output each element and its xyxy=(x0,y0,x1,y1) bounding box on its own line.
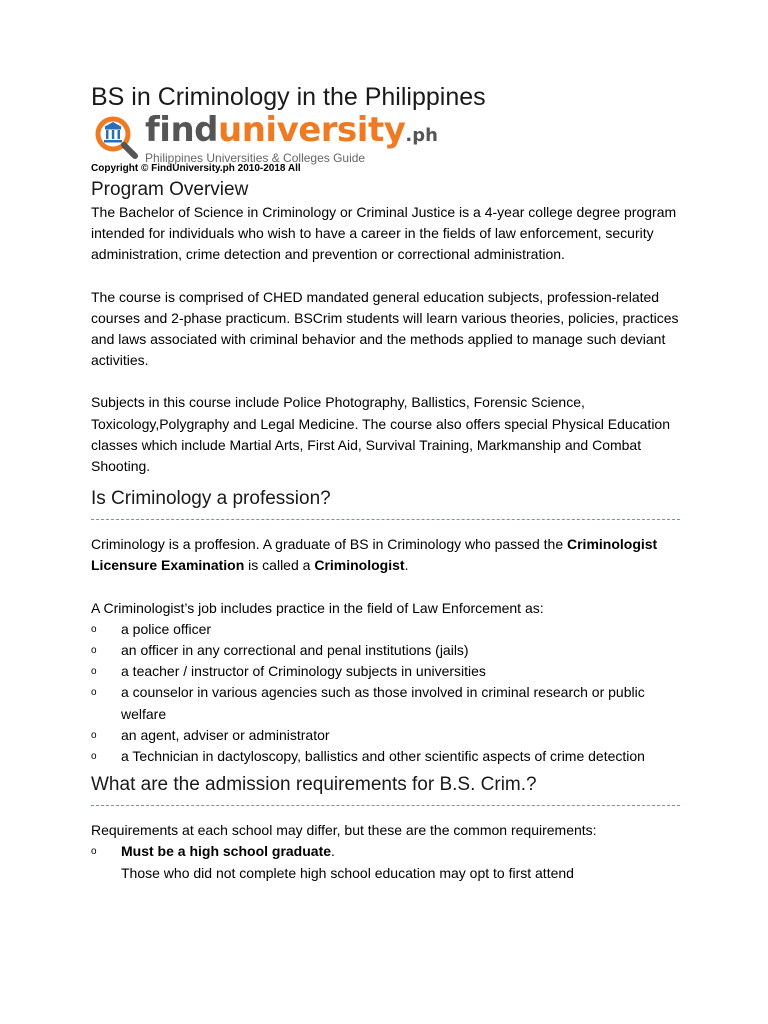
paragraph-gap xyxy=(91,577,680,598)
bullet-icon: o xyxy=(91,645,97,657)
requirement-continuation: Those who did not complete high school education may opt to first attend xyxy=(121,864,574,881)
list-item xyxy=(91,640,680,661)
requirement-bold: Must be a high school graduate xyxy=(121,843,332,860)
bullet-icon: o xyxy=(91,623,97,635)
admission-intro: Requirements at each school may differ, but these are the common requirements: xyxy=(91,822,597,839)
list-item xyxy=(91,682,680,724)
criminologist-bold: Criminologist xyxy=(314,557,405,574)
profession-text-2: is called a xyxy=(244,557,315,574)
admission-heading: What are the admission requirements for B.S. Crim.? xyxy=(91,774,537,796)
logo-word-university: university xyxy=(218,110,406,150)
paragraph-gap xyxy=(91,266,680,287)
page-title: BS in Criminology in the Philippines xyxy=(91,83,486,111)
logo-word-find: find xyxy=(145,110,218,150)
profession-text-1: Criminology is a proffesion. A graduate of BS in Criminology who passed the xyxy=(91,536,567,553)
bullet-icon: o xyxy=(91,729,97,741)
overview-paragraph-2: The course is comprised of CHED mandated general education subjects, profession-related courses and 2-phase practicum. BSCrim students will learn various theories, policies, practices and laws associated with criminal behavior and the methods applied to manage such deviant activities. xyxy=(91,288,679,369)
list-item-text: a teacher / instructor of Criminology subjects in universities xyxy=(121,663,486,680)
program-overview-heading: Program Overview xyxy=(91,179,249,200)
copyright-line: Copyright © FindUniversity.ph 2010-2018 All xyxy=(91,163,301,174)
list-item xyxy=(91,661,680,682)
bullet-icon: o xyxy=(91,751,97,763)
list-item-text: a police officer xyxy=(121,620,212,637)
job-intro: A Criminologist’s job includes practice in the field of Law Enforcement as: xyxy=(91,599,544,616)
profession-text-3: . xyxy=(404,557,409,574)
list-item xyxy=(91,841,680,883)
list-item xyxy=(91,746,680,767)
logo-tagline: Philippines Universities & Colleges Guide xyxy=(145,151,366,165)
list-item-text: an officer in any correctional and penal institutions (jails) xyxy=(121,642,469,659)
overview-paragraph-3: Subjects in this course include Police Photography, Ballistics, Forensic Science, Toxicology,Polygraphy and Legal Medicine. The course also offers special Physical Education classes which include Martial Arts, First Aid, Survival Training, Markmanship and Combat Shooting. xyxy=(91,394,670,475)
licensure-exam-bold: Criminologist Licensure Examination xyxy=(91,536,658,574)
list-item-text: an agent, adviser or administrator xyxy=(121,726,330,743)
requirement-period: . xyxy=(331,843,335,860)
overview-paragraph-1: The Bachelor of Science in Criminology or Criminal Justice is a 4-year college degree program intended for individuals who wish to have a career in the fields of law enforcement, security administration, crime detection and prevention or correctional administration. xyxy=(91,204,677,263)
bullet-icon: o xyxy=(91,846,97,858)
paragraph-gap xyxy=(91,371,680,392)
list-item xyxy=(91,619,680,640)
profession-paragraph xyxy=(91,534,680,576)
bullet-icon: o xyxy=(91,687,97,699)
list-item xyxy=(91,725,680,746)
bullet-icon: o xyxy=(91,666,97,678)
requirements-list xyxy=(91,841,680,883)
logo-word-ph: .ph xyxy=(405,125,438,146)
list-item-text: a counselor in various agencies such as those involved in criminal research or public welfare xyxy=(121,684,645,722)
finduniversity-logo xyxy=(91,110,680,165)
job-list xyxy=(91,619,680,767)
logo-text xyxy=(145,110,438,165)
logo-wordmark xyxy=(145,110,438,152)
list-item-text: a Technician in dactyloscopy, ballistics and other scientific aspects of crime detection xyxy=(121,748,645,765)
profession-heading: Is Criminology a profession? xyxy=(91,488,331,510)
magnifier-columns-icon xyxy=(91,114,143,162)
